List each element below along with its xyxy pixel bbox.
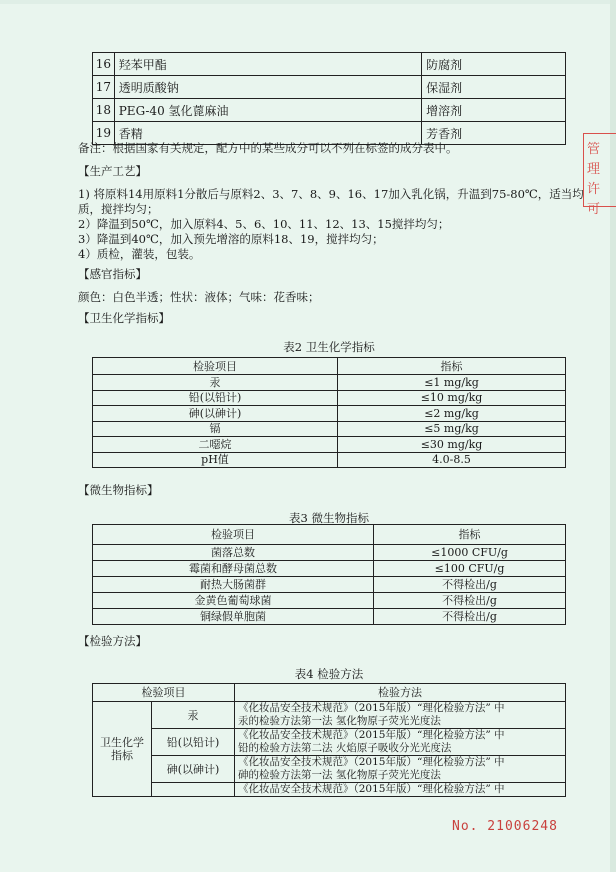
method-text: 《化妆品安全技术规范》（2015年版）“理化检验方法” 中: [238, 756, 505, 768]
method-text: 《化妆品安全技术规范》（2015年版）“理化检验方法” 中: [238, 729, 505, 741]
methods-heading: 【检验方法】: [78, 634, 147, 648]
method-cell: [235, 729, 566, 756]
method-cell: [235, 702, 566, 729]
approval-stamp: [583, 133, 616, 217]
hygiene-item: 二噁烷: [93, 437, 338, 453]
hygiene-index: ≤2 mg/kg: [338, 406, 566, 422]
hygiene-table: [92, 357, 566, 468]
sensory-text: 颜色：白色半透；性状：液体；气味：花香味；: [78, 290, 320, 304]
process-step: 2）降温到50℃，加入原料4、5、6、10、11、12、13、15搅拌均匀；: [78, 217, 450, 231]
process-step: 3）降温到40℃，加入预先增溶的原料18、19，搅拌均匀；: [78, 232, 384, 246]
ingredient-number: 19: [93, 122, 115, 145]
hygiene-item: 砷(以砷计): [93, 406, 338, 422]
micro-row: [93, 593, 566, 609]
serial-number: No. 21006248: [452, 819, 558, 834]
hygiene-row: [93, 452, 566, 468]
hygiene-item: 镉: [93, 421, 338, 437]
table3-title: 表3 微生物指标: [289, 511, 369, 525]
ingredient-number: 16: [93, 53, 115, 76]
micro-item: 铜绿假单胞菌: [93, 609, 374, 625]
hygiene-index: 4.0-8.5: [338, 452, 566, 468]
micro-index: 不得检出/g: [374, 577, 566, 593]
micro-col-item: 检验项目: [93, 525, 374, 545]
method-text: 砷的检验方法第一法 氢化物原子荧光光度法: [238, 769, 441, 781]
method-item: 砷(以砷计): [152, 756, 235, 783]
micro-item: 霉菌和酵母菌总数: [93, 561, 374, 577]
hygiene-row: [93, 421, 566, 437]
hygiene-col-item: 检验项目: [93, 358, 338, 375]
method-cell: [235, 756, 566, 783]
micro-row: [93, 561, 566, 577]
ingredient-name: 羟苯甲酯: [114, 53, 421, 76]
sensory-heading: 【感官指标】: [78, 267, 147, 281]
hygiene-col-index: 指标: [338, 358, 566, 375]
hygiene-heading: 【卫生化学指标】: [78, 311, 170, 325]
micro-index: 不得检出/g: [374, 609, 566, 625]
process-step: 质，搅拌均匀；: [78, 202, 159, 216]
ingredient-table: [92, 52, 566, 145]
method-row: [93, 729, 566, 756]
method-row: [93, 783, 566, 797]
method-text: 《化妆品安全技术规范》（2015年版）“理化检验方法” 中: [238, 702, 505, 714]
micro-table: [92, 524, 566, 625]
method-row: [93, 702, 566, 729]
method-cell: [235, 783, 566, 797]
hygiene-row: [93, 437, 566, 453]
method-item: 汞: [152, 702, 235, 729]
hygiene-item: 铅(以铅计): [93, 390, 338, 406]
formula-note: 备注：根据国家有关规定，配方中的某些成分可以不列在标签的成分表中。: [78, 141, 458, 155]
stamp-line: 管 理: [587, 142, 601, 177]
methods-table: [92, 683, 566, 797]
hygiene-index: ≤1 mg/kg: [338, 375, 566, 391]
method-category: 卫生化学指标: [93, 702, 152, 797]
micro-heading: 【微生物指标】: [78, 483, 159, 497]
hygiene-row: [93, 390, 566, 406]
hygiene-item: pH值: [93, 452, 338, 468]
method-item: 铅(以铅计): [152, 729, 235, 756]
ingredient-row: [93, 53, 566, 76]
hygiene-row: [93, 375, 566, 391]
micro-row: [93, 577, 566, 593]
ingredient-name: 透明质酸钠: [114, 76, 421, 99]
methods-col-item: 检验项目: [93, 684, 235, 702]
ingredient-function: 防腐剂: [422, 53, 566, 76]
table4-title: 表4 检验方法: [294, 667, 364, 681]
ingredient-name: 香精: [114, 122, 421, 145]
method-text: 《化妆品安全技术规范》（2015年版）“理化检验方法” 中: [238, 783, 505, 795]
micro-col-index: 指标: [374, 525, 566, 545]
methods-col-method: 检验方法: [235, 684, 566, 702]
process-step: 4）质检，灌装，包装。: [78, 247, 201, 261]
micro-index: ≤1000 CFU/g: [374, 545, 566, 561]
ingredient-number: 18: [93, 99, 115, 122]
micro-row: [93, 609, 566, 625]
ingredient-row: [93, 76, 566, 99]
process-heading: 【生产工艺】: [78, 164, 147, 178]
method-text: 汞的检验方法第一法 氢化物原子荧光光度法: [238, 715, 441, 727]
method-row: [93, 756, 566, 783]
micro-index: 不得检出/g: [374, 593, 566, 609]
ingredient-function: 增溶剂: [422, 99, 566, 122]
ingredient-function: 保湿剂: [422, 76, 566, 99]
hygiene-item: 汞: [93, 375, 338, 391]
method-item: [152, 783, 235, 797]
process-step: 1) 将原料14用原料1分散后与原料2、3、7、8、9、16、17加入乳化锅，升温到75-80℃，适当均: [78, 187, 584, 201]
ingredient-number: 17: [93, 76, 115, 99]
ingredient-row: [93, 99, 566, 122]
hygiene-index: ≤5 mg/kg: [338, 421, 566, 437]
hygiene-index: ≤30 mg/kg: [338, 437, 566, 453]
method-text: 铅的检验方法第二法 火焰原子吸收分光光度法: [238, 742, 452, 754]
stamp-line: 许 可: [587, 182, 601, 217]
micro-item: 耐热大肠菌群: [93, 577, 374, 593]
ingredient-name: PEG-40 氢化蓖麻油: [114, 99, 421, 122]
hygiene-index: ≤10 mg/kg: [338, 390, 566, 406]
table2-title: 表2 卫生化学指标: [283, 340, 375, 354]
micro-index: ≤100 CFU/g: [374, 561, 566, 577]
page-top-edge: [0, 0, 616, 4]
micro-item: 菌落总数: [93, 545, 374, 561]
ingredient-function: 芳香剂: [422, 122, 566, 145]
micro-item: 金黄色葡萄球菌: [93, 593, 374, 609]
hygiene-row: [93, 406, 566, 422]
page-right-edge: [610, 0, 616, 872]
micro-row: [93, 545, 566, 561]
